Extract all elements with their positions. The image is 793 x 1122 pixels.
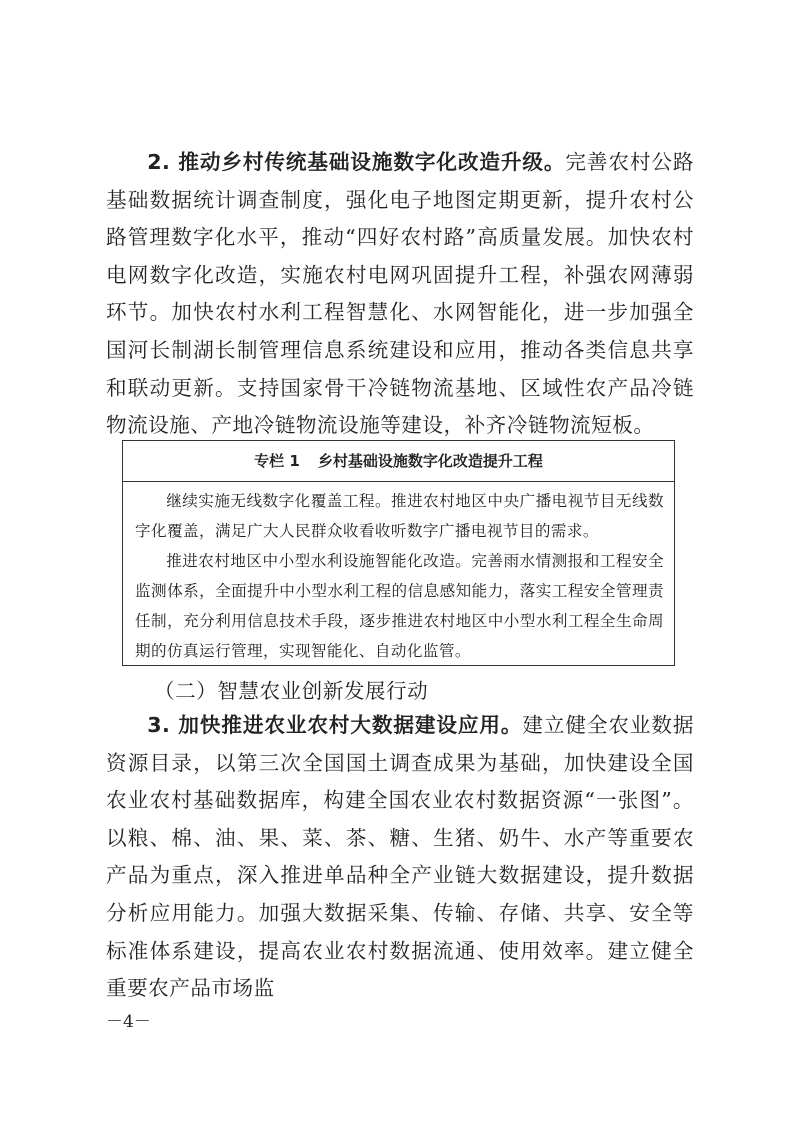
column-box-title-text: 乡村基础设施数字化改造提升工程 — [317, 452, 543, 470]
column-box-label: 专栏 1 — [254, 452, 300, 470]
paragraph-3-heading: 3. 加快推进农业农村大数据建设应用。 — [147, 713, 523, 737]
column-box-title — [123, 441, 674, 482]
page-number: －4－ — [106, 1012, 151, 1032]
paragraph-3-body: 建立健全农业数据资源目录，以第三次全国国土调查成果为基础，加快建设全国农业农村基础数据库，构建全国农业农村数据资源“一张图”。以粮、棉、油、果、菜、茶、糖、生猪、奶牛、水产等重要农产品为重点，深入推进单品种全产业链大数据建设，提升数据分析应用能力。加强大数据采集、传输、存储、共享、安全等标准体系建设，提高农业农村数据流通、使用效率。建立健全重要农产品市场监 — [106, 713, 694, 1001]
column-box-paragraph: 推进农村地区中小型水利设施智能化改造。完善雨水情测报和工程安全监测体系，全面提升中小型水利工程的信息感知能力，落实工程安全管理责任制，充分利用信息技术手段，逐步推进农村地区中小型水利工程全生命周期的仿真运行管理，实现智能化、自动化监管。 — [135, 552, 664, 660]
section-heading: （二）智慧农业创新发展行动 — [154, 679, 429, 703]
paragraph-2-heading: 2. 推动乡村传统基础设施数字化改造升级。 — [147, 150, 566, 174]
paragraph-3 — [106, 707, 694, 1008]
column-box — [122, 440, 675, 666]
paragraph-2 — [106, 144, 694, 445]
paragraph-2-body: 完善农村公路基础数据统计调查制度，强化电子地图定期更新，提升农村公路管理数字化水平，推动“四好农村路”高质量发展。加快农村电网数字化改造，实施农村电网巩固提升工程，补强农网薄弱环节。加快农村水利工程智慧化、水网智能化，进一步加强全国河长制湖长制管理信息系统建设和应用，推动各类信息共享和联动更新。支持国家骨干冷链物流基地、区域性农产品冷链物流设施、产地冷链物流设施等建设，补齐冷链物流短板。 — [106, 150, 694, 438]
column-box-body — [123, 482, 674, 666]
column-box-paragraph: 继续实施无线数字化覆盖工程。推进农村地区中央广播电视节目无线数字化覆盖，满足广大人民群众收看收听数字广播电视节目的需求。 — [135, 492, 664, 540]
